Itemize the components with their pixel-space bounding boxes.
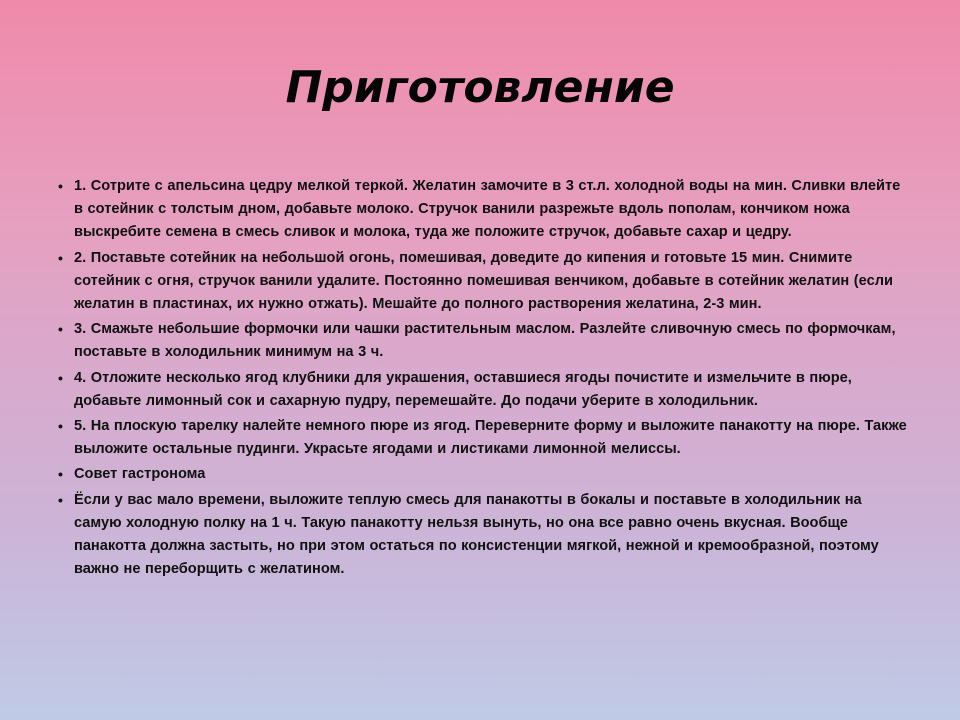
list-item-tip	[52, 489, 912, 582]
bullet-icon: •	[58, 178, 63, 194]
bullet-icon: •	[58, 466, 63, 483]
list-item-tip-heading	[52, 463, 912, 486]
step-text: 2. Поставьте сотейник на небольшой огонь, помешивая, доведите до кипения и готовьте 15 мин. Снимите сотейник с огня, стручок ванили удалите. Постоянно помешивая венчиком, добавьте в сотейник желатин (если желатин в пластинах, их нужно отжать). Мешайте до полного растворения желатина, 2-3 мин.	[74, 249, 893, 313]
tip-text: Ёсли у вас мало времени, выложите теплую смесь для панакотты в бокалы и поставьте в холодильник на самую холодную полку на 1 ч. Такую панакотту нельзя вынуть, но она все равно очень вкусная. Вообще панакотта должна застыть, но при этом остаться по консистенции мягкой, нежной и кремообразной, поэтому важно не переборщить с желатином.	[74, 491, 879, 578]
list-item-step-4	[52, 367, 912, 413]
step-text: 5. На плоскую тарелку налейте немного пюре из ягод. Переверните форму и выложите панакотту на пюре. Также выложите остальные пудинги. Украсьте ягодами и листиками лимонной мелиссы.	[74, 418, 907, 458]
list-item-step-1	[52, 175, 912, 245]
step-text: 1. Сотрите с апельсина цедру мелкой теркой. Желатин замочите в 3 ст.л. холодной воды на мин. Сливки влейте в сотейник с толстым дном, добавьте молоко. Стручок ванили разрежьте вдоль пополам, кончиком ножа выскребите семена в смесь сливок и молока, туда же положите стручок, добавьте сахар и цедру.	[74, 178, 901, 241]
slide-title: Приготовление	[285, 62, 675, 113]
bullet-icon: •	[58, 249, 63, 266]
list-item-step-2	[52, 247, 912, 317]
bullet-icon: •	[58, 321, 63, 338]
bullet-icon: •	[58, 418, 63, 435]
step-text: 4. Отложите несколько ягод клубники для украшения, оставшиеся ягоды почистите и измельчите в пюре, добавьте лимонный сок и сахарную пудру, перемешайте. До подачи уберите в холодильник.	[74, 369, 852, 409]
recipe-steps-list	[52, 175, 912, 583]
list-item-step-5	[52, 415, 912, 461]
step-text: 3. Смажьте небольшие формочки или чашки растительным маслом. Разлейте сливочную смесь по формочкам, поставьте в холодильник минимум на 3 ч.	[74, 321, 896, 361]
bullet-icon: •	[58, 491, 63, 508]
tip-heading-text: Совет гастронома	[74, 466, 206, 483]
list-item-step-3	[52, 318, 912, 364]
bullet-icon: •	[58, 369, 63, 386]
